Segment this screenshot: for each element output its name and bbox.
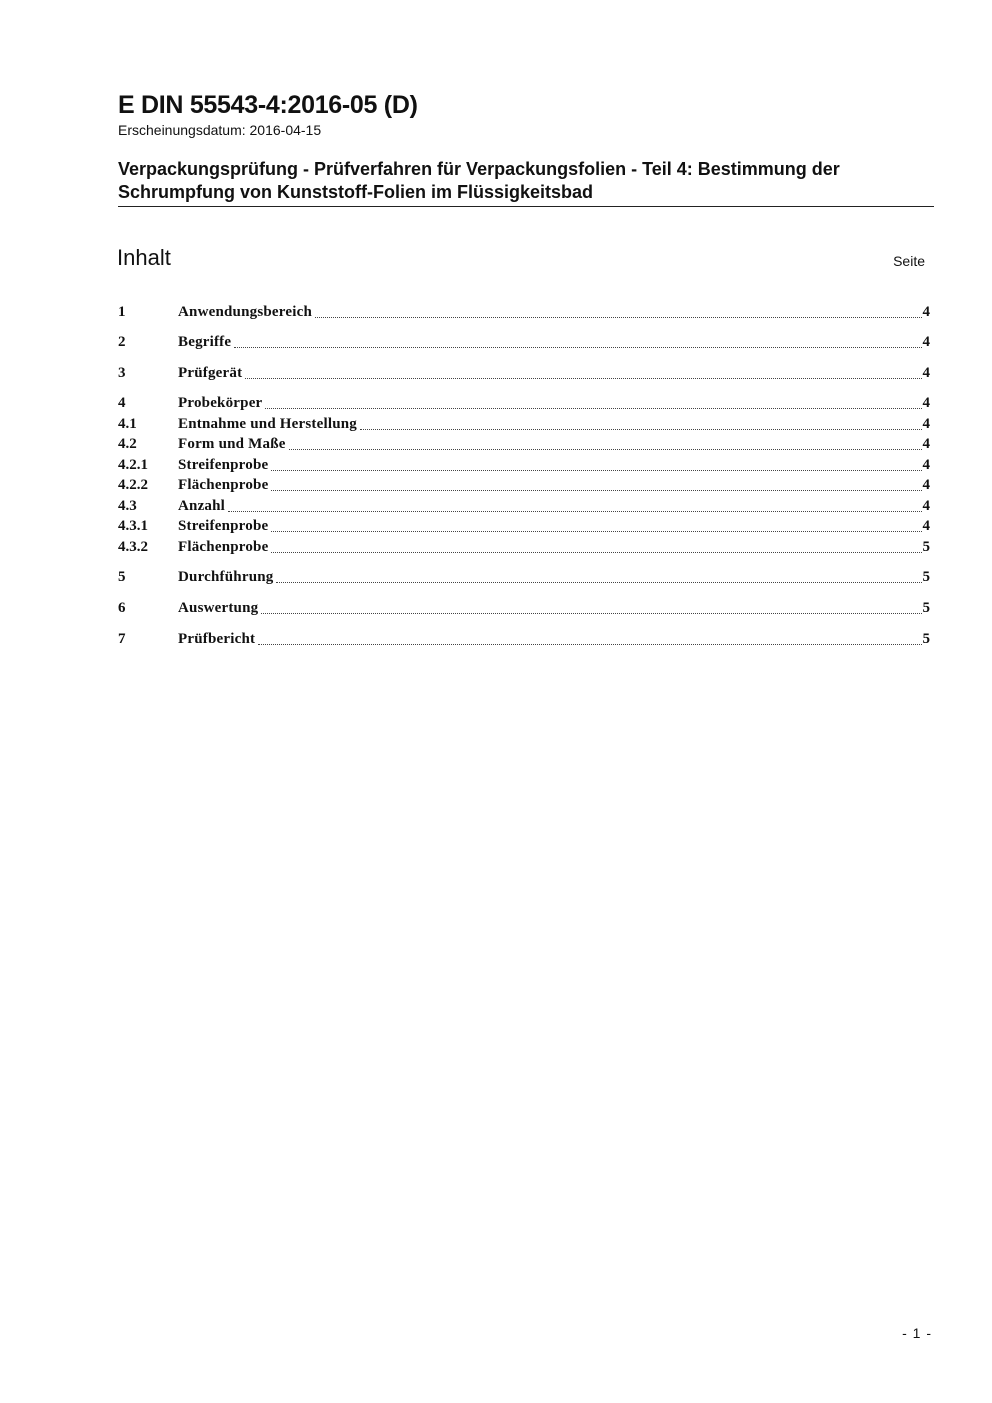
toc-entry-number: 5 [118,569,126,585]
toc-entry-page: 4 [922,518,930,534]
toc-entry[interactable] [118,496,930,516]
toc-entry-page: 5 [922,600,930,616]
toc-entry[interactable] [118,414,930,434]
toc-dot-leader [289,449,922,450]
toc-entry[interactable] [118,434,930,454]
toc-entry-page: 4 [922,436,930,452]
toc-entry-label: Entnahme und Herstellung [178,416,357,432]
toc-dot-leader [234,347,921,348]
toc-dot-leader [265,408,921,409]
toc-entry[interactable] [118,455,930,475]
toc-entry[interactable] [118,363,930,383]
toc-entry-label: Form und Maße [178,436,286,452]
toc-entry-number: 4.2.1 [118,457,148,473]
toc-entry-label: Flächenprobe [178,539,269,555]
toc-entry-number: 3 [118,365,126,381]
toc-dot-leader [315,317,922,318]
document-title-line-2: Schrumpfung von Kunststoff-Folien im Flüssigkeitsbad [118,182,594,202]
toc-entry-label: Prüfbericht [178,631,256,647]
toc-entry-label: Flächenprobe [178,477,269,493]
toc-entry[interactable] [118,567,930,587]
toc-dot-leader [245,378,921,379]
toc-entry-label: Durchführung [178,569,274,585]
toc-heading: Inhalt [117,245,171,270]
toc-dot-leader [271,490,921,491]
toc-entry-page: 4 [922,395,930,411]
toc-entry-number: 4.3.1 [118,518,148,534]
toc-entry-number: 4.3.2 [118,539,148,555]
toc-dot-leader [360,429,922,430]
toc-dot-leader [258,644,921,645]
toc-entry-number: 4 [118,395,126,411]
toc-entry-number: 4.3 [118,498,137,514]
toc-entry-page: 4 [922,477,930,493]
toc-entry[interactable] [118,598,930,618]
toc-dot-leader [261,613,921,614]
toc-entry-label: Streifenprobe [178,457,269,473]
toc-entry-number: 4.2.2 [118,477,148,493]
toc-entry-number: 4.2 [118,436,137,452]
toc-entry[interactable] [118,516,930,536]
document-id: E DIN 55543-4:2016-05 (D) [118,91,418,119]
toc-entry-page: 4 [922,365,930,381]
toc-entry[interactable] [118,302,930,322]
toc-dot-leader [271,531,921,532]
toc-entry-number: 2 [118,334,126,350]
toc-entry-page: 5 [922,631,930,647]
toc-entry-page: 4 [922,304,930,320]
toc-entry-label: Prüfgerät [178,365,243,381]
toc-entry-page: 4 [922,498,930,514]
toc-entry-label: Anwendungsbereich [178,304,312,320]
toc-entry[interactable] [118,629,930,649]
toc-entry-page: 4 [922,416,930,432]
toc-entry-page: 5 [922,569,930,585]
toc-dot-leader [271,552,921,553]
toc-entry-page: 5 [922,539,930,555]
toc-dot-leader [271,470,921,471]
toc-entry-label: Probekörper [178,395,263,411]
document-title [118,158,934,207]
toc-entry-number: 4.1 [118,416,137,432]
toc-entry-page: 4 [922,457,930,473]
toc-entry-page: 4 [922,334,930,350]
toc-page-column-label: Seite [893,253,925,269]
page-number: - 1 - [902,1325,932,1341]
publication-date: Erscheinungsdatum: 2016-04-15 [118,122,322,138]
toc-entry-number: 7 [118,631,126,647]
document-title-line-1: Verpackungsprüfung - Prüfverfahren für Verpackungsfolien - Teil 4: Bestimmung der [118,159,840,179]
toc-entry-label: Streifenprobe [178,518,269,534]
toc-entry[interactable] [118,332,930,352]
toc-dot-leader [228,511,921,512]
toc-entry-label: Begriffe [178,334,232,350]
toc-entry-label: Auswertung [178,600,259,616]
toc-entry[interactable] [118,537,930,557]
toc-dot-leader [276,582,921,583]
toc-entry-label: Anzahl [178,498,226,514]
toc-entry-number: 6 [118,600,126,616]
toc-entry[interactable] [118,475,930,495]
toc-entry-number: 1 [118,304,126,320]
toc-entry[interactable] [118,393,930,413]
